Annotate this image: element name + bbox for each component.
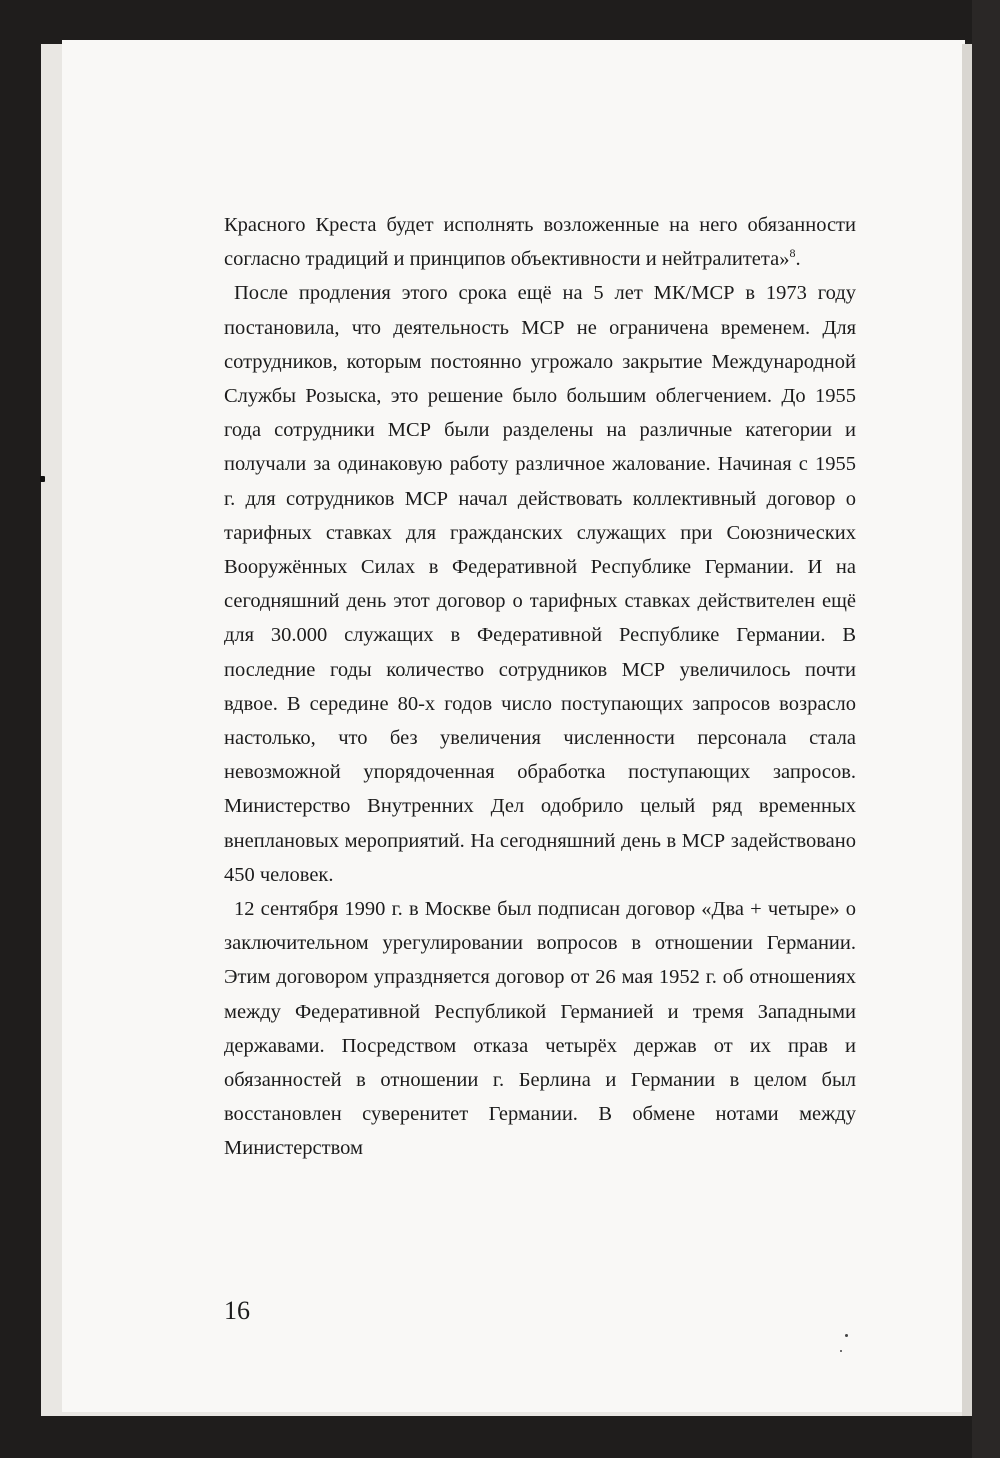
dust-speck bbox=[840, 1350, 842, 1352]
body-text bbox=[224, 208, 856, 1166]
page-number: 16 bbox=[224, 1296, 250, 1325]
paragraph-3: 12 сентября 1990 г. в Москве был подписан договор «Два + четыре» о заключительном урегулировании вопросов в отношении Германии. Этим договором упраздняется договор от 26 мая 1952 г. об отношениях между Федеративной Республикой Германией и тремя Западными державами. Посредством отказа четырёх держав от их прав и обязанностей в отношении г. Берлина и Германии в целом был восстановлен суверенитет Германии. В обмене нотами между Министерством bbox=[224, 898, 856, 1160]
footnote-reference: 8 bbox=[789, 246, 796, 261]
binding-mark bbox=[40, 476, 45, 482]
paragraph-1-text: Красного Креста будет исполнять возложенные на него обязанности согласно традиций и принципов объективности и нейтралитета» bbox=[224, 214, 856, 271]
page-right-edge bbox=[962, 44, 972, 1416]
paragraph-2: После продления этого срока ещё на 5 лет МК/МСР в 1973 году постановила, что деятельность МСР не ограничена временем. Для сотрудников, которым постоянно угрожало закрытие Международной Службы Розыска, это решение было большим облегчением. До 1955 года сотрудники МСР были разделены на различные категории и получали за одинаковую работу различное жалование. Начиная с 1955 г. для сотрудников МСР начал действовать коллективный договор о тарифных ставках для гражданских служащих при Союзнических Вооружённых Силах в Федеративной Республике Германии. И на сегодняшний день этот договор о тарифных ставках действителен ещё для 30.000 служащих в Федеративной Республике Германии. В последние годы количество сотрудников МСР увеличилось почти вдвое. В середине 80-х годов число поступающих запросов возрасло настолько, что без увеличения численности персонала стала невозможной упорядоченная обработка поступающих запросов. Министерство Внутренних Дел одобрило целый ряд временных внеплановых мероприятий. На сегодняшний день в МСР задействовано 450 человек. bbox=[224, 282, 856, 886]
paragraph-1 bbox=[224, 208, 856, 276]
scanner-background bbox=[972, 0, 1000, 1458]
dust-speck bbox=[845, 1334, 848, 1337]
paragraph-1-end: . bbox=[795, 248, 801, 271]
